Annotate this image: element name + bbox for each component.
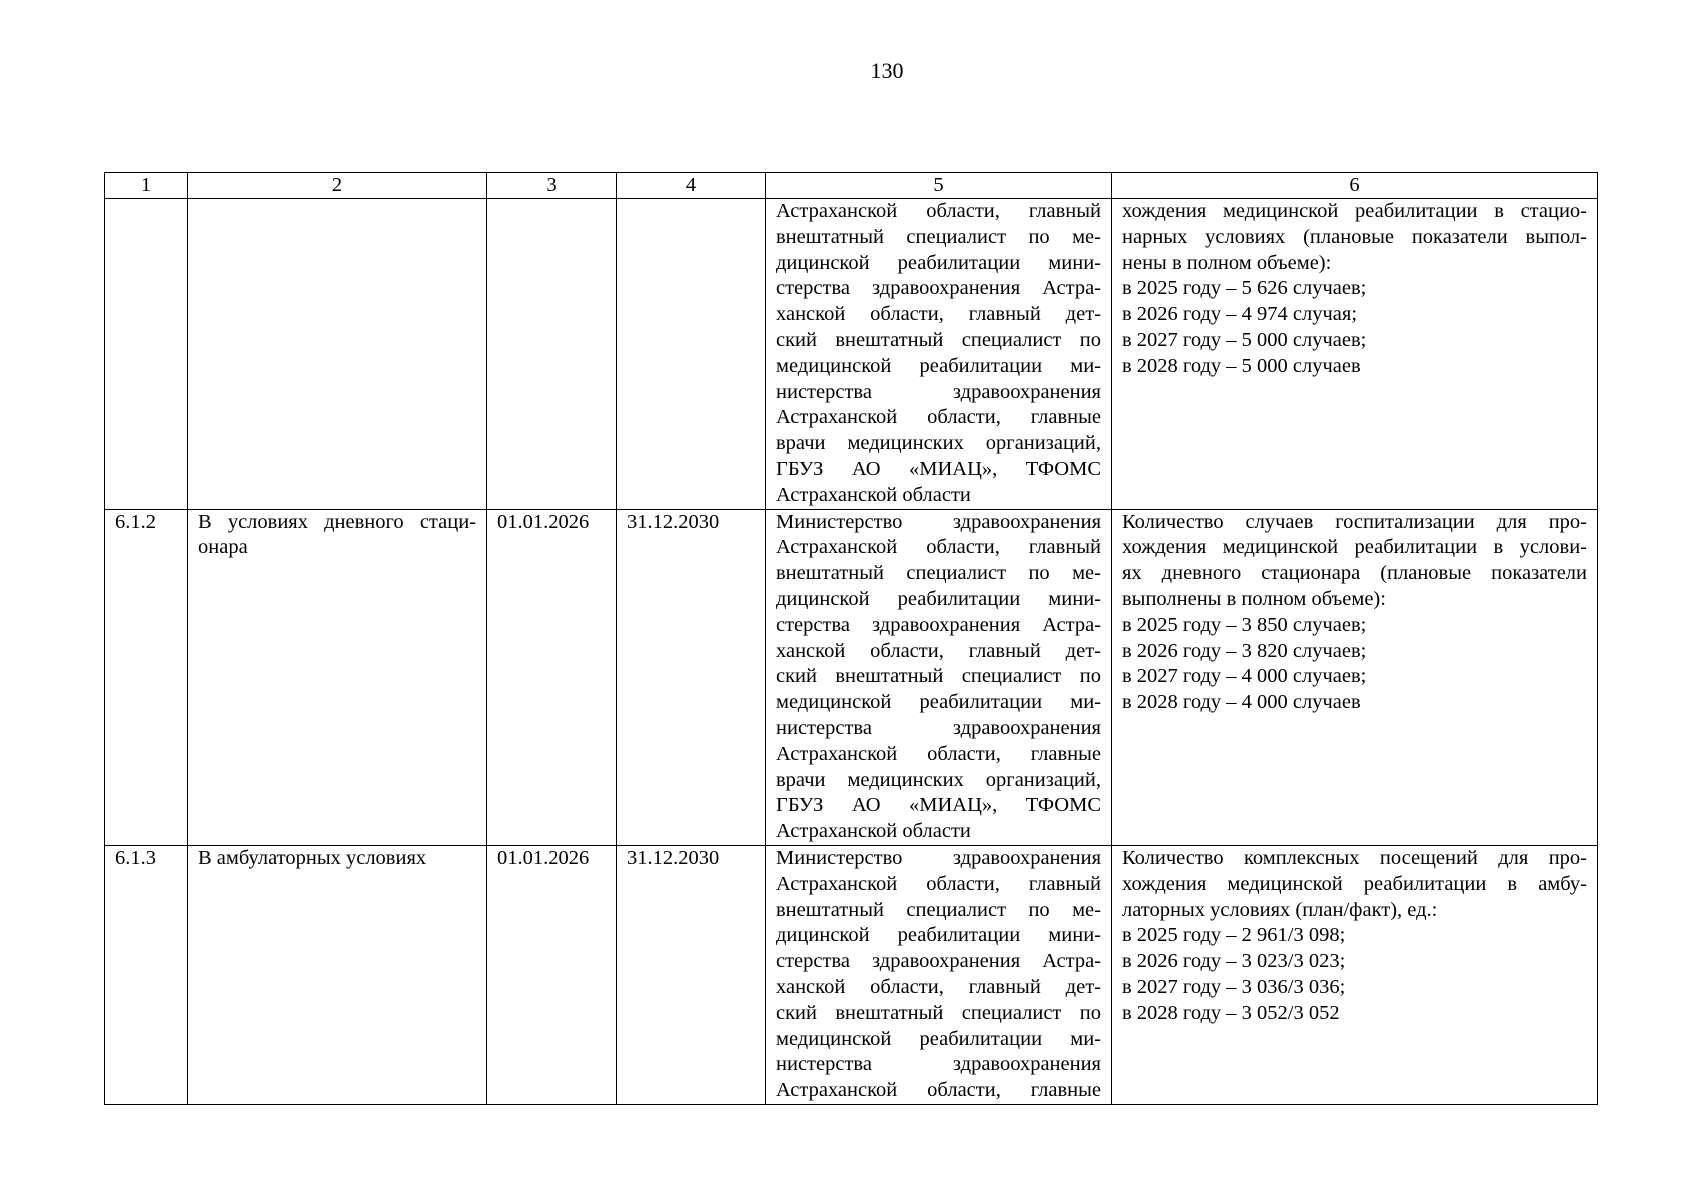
- header-row: [105, 173, 1598, 199]
- text-line: ханской области, главный дет-: [776, 639, 1101, 662]
- text-line: нены в полном объеме):: [1122, 251, 1332, 274]
- text-line: медицинской реабилитации ми-: [776, 1027, 1101, 1050]
- table-row: [105, 509, 1598, 845]
- text-line: внештатный специалист по ме-: [776, 562, 1101, 585]
- column-header: 5: [766, 173, 1112, 199]
- text-line: Министерство здравоохранения: [776, 510, 1101, 533]
- cell-start-date: 01.01.2026: [487, 509, 617, 845]
- text-line: в 2028 году – 4 000 случаев: [1122, 691, 1361, 714]
- text-line: ский внештатный специалист по: [776, 328, 1101, 351]
- column-header: 6: [1112, 173, 1598, 199]
- text-line: ский внештатный специалист по: [776, 665, 1101, 688]
- text-line: Министерство здравоохранения: [776, 846, 1101, 869]
- text-line: в 2025 году – 3 850 случаев;: [1122, 613, 1367, 636]
- cell-responsible: [766, 845, 1112, 1104]
- text-line: стерства здравоохранения Астра-: [776, 277, 1101, 300]
- table-row: [105, 845, 1598, 1104]
- text-line: выполнены в полном объеме):: [1122, 587, 1386, 610]
- text-line: стерства здравоохранения Астра-: [776, 613, 1101, 636]
- text-line: ях дневного стационара (плановые показатели: [1122, 562, 1587, 585]
- cell-end-date: 31.12.2030: [617, 509, 766, 845]
- cell-name: [188, 199, 487, 510]
- text-line: хождения медицинской реабилитации в амбу-: [1122, 872, 1587, 895]
- text-line: дицинской реабилитации мини-: [776, 924, 1101, 947]
- text-line: в 2026 году – 3 023/3 023;: [1122, 950, 1346, 973]
- column-header: 1: [105, 173, 188, 199]
- text-line: Астраханской области: [776, 820, 971, 843]
- text-line: внештатный специалист по ме-: [776, 225, 1101, 248]
- text-line: нистерства здравоохранения: [776, 380, 1101, 403]
- cell-responsible: [766, 509, 1112, 845]
- cell-number: 6.1.3: [105, 845, 188, 1104]
- text-line: В амбулаторных условиях: [198, 846, 427, 869]
- text-line: Астраханской области, главный: [776, 536, 1101, 559]
- text-line: в 2027 году – 5 000 случаев;: [1122, 328, 1367, 351]
- text-line: в 2026 году – 3 820 случаев;: [1122, 639, 1367, 662]
- text-line: в 2026 году – 4 974 случая;: [1122, 303, 1358, 326]
- text-line: ханской области, главный дет-: [776, 303, 1101, 326]
- text-line: стерства здравоохранения Астра-: [776, 950, 1101, 973]
- text-line: в 2027 году – 3 036/3 036;: [1122, 975, 1346, 998]
- text-line: врачи медицинских организаций,: [776, 432, 1101, 455]
- text-line: в 2025 году – 5 626 случаев;: [1122, 277, 1367, 300]
- text-line: ГБУЗ АО «МИАЦ», ТФОМС: [776, 794, 1101, 817]
- text-line: нистерства здравоохранения: [776, 1053, 1101, 1076]
- text-line: Астраханской области, главные: [776, 742, 1101, 765]
- cell-indicator: [1112, 509, 1598, 845]
- text-line: ГБУЗ АО «МИАЦ», ТФОМС: [776, 457, 1101, 480]
- text-line: врачи медицинских организаций,: [776, 768, 1101, 791]
- cell-indicator: [1112, 199, 1598, 510]
- cell-responsible: [766, 199, 1112, 510]
- text-line: медицинской реабилитации ми-: [776, 691, 1101, 714]
- text-line: хождения медицинской реабилитации в стацио-: [1122, 200, 1587, 222]
- table-row: [105, 199, 1598, 510]
- text-line: дицинской реабилитации мини-: [776, 587, 1101, 610]
- text-line: Астраханской области, главные: [776, 1079, 1101, 1102]
- cell-name: [188, 845, 487, 1104]
- cell-name: [188, 509, 487, 845]
- cell-end-date: 31.12.2030: [617, 845, 766, 1104]
- text-line: Количество комплексных посещений для про-: [1122, 846, 1587, 869]
- text-line: Астраханской области: [776, 483, 971, 506]
- text-line: В условиях дневного стаци-: [198, 510, 476, 533]
- text-line: в 2028 году – 5 000 случаев: [1122, 354, 1361, 377]
- text-line: онара: [198, 536, 248, 559]
- text-line: медицинской реабилитации ми-: [776, 354, 1101, 377]
- text-line: Количество случаев госпитализации для про-: [1122, 510, 1587, 533]
- page-number: 130: [870, 58, 904, 83]
- text-line: латорных условиях (план/факт), ед.:: [1122, 898, 1438, 921]
- text-line: Астраханской области, главный: [776, 200, 1101, 222]
- cell-start-date: 01.01.2026: [487, 845, 617, 1104]
- text-line: Астраханской области, главный: [776, 872, 1101, 895]
- cell-number: [105, 199, 188, 510]
- column-header: 3: [487, 173, 617, 199]
- text-line: ханской области, главный дет-: [776, 975, 1101, 998]
- text-line: хождения медицинской реабилитации в услови-: [1122, 536, 1587, 559]
- cell-end-date: [617, 199, 766, 510]
- text-line: в 2028 году – 3 052/3 052: [1122, 1001, 1340, 1024]
- text-line: нистерства здравоохранения: [776, 716, 1101, 739]
- measures-table: [104, 172, 1598, 1105]
- cell-indicator: [1112, 845, 1598, 1104]
- text-line: дицинской реабилитации мини-: [776, 251, 1101, 274]
- text-line: ский внештатный специалист по: [776, 1001, 1101, 1024]
- cell-start-date: [487, 199, 617, 510]
- column-header: 4: [617, 173, 766, 199]
- text-line: в 2025 году – 2 961/3 098;: [1122, 924, 1346, 947]
- cell-number: 6.1.2: [105, 509, 188, 845]
- text-line: нарных условиях (плановые показатели выпол-: [1122, 225, 1587, 248]
- text-line: Астраханской области, главные: [776, 406, 1101, 429]
- text-line: в 2027 году – 4 000 случаев;: [1122, 665, 1367, 688]
- text-line: внештатный специалист по ме-: [776, 898, 1101, 921]
- column-header: 2: [188, 173, 487, 199]
